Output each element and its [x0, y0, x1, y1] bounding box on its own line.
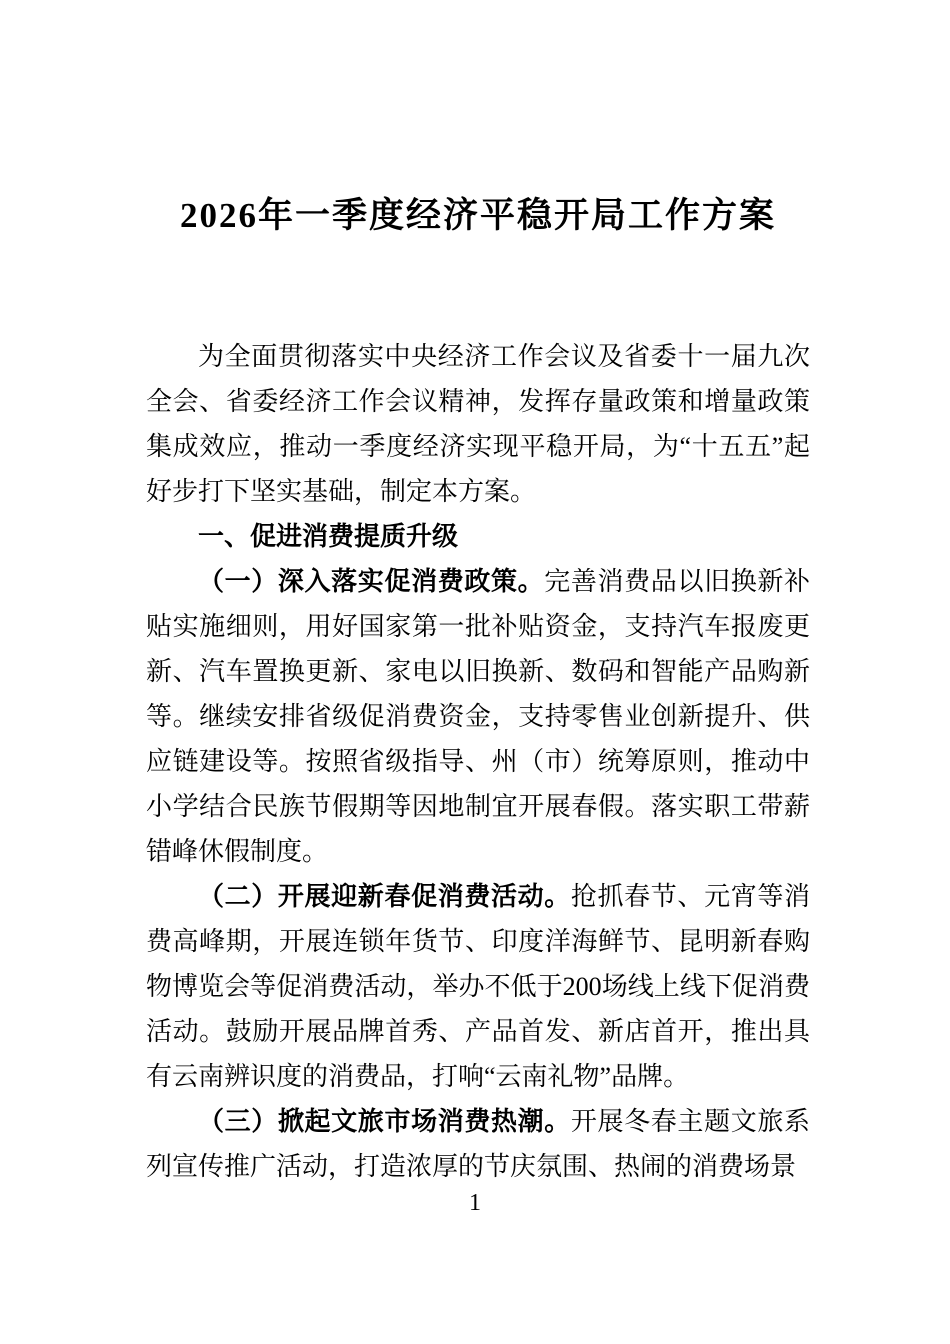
document-body [146, 334, 810, 1189]
page-number: 1 [469, 1190, 481, 1216]
page-footer [0, 1190, 950, 1217]
document-title: 2026年一季度经济平稳开局工作方案 [179, 196, 776, 235]
body-paragraph: （三）掀起文旅市场消费热潮。开展冬春主题文旅系列宣传推广活动，打造浓厚的节庆氛围、热闹的消费场景 [146, 1107, 810, 1181]
paragraph-lead: （二）开展迎新春促消费活动。 [198, 882, 571, 911]
body-paragraph: （二）开展迎新春促消费活动。抢抓春节、元宵等消费高峰期，开展连锁年货节、印度洋海鲜节、昆明新春购物博览会等促消费活动，举办不低于200场线上线下促消费活动。鼓励开展品牌首秀、产品首发、新店首开，推出具有云南辨识度的消费品，打响“云南礼物”品牌。 [146, 882, 810, 1091]
paragraph-lead: （三）掀起文旅市场消费热潮。 [198, 1107, 571, 1136]
body-paragraph: （一）深入落实促消费政策。完善消费品以旧换新补贴实施细则，用好国家第一批补贴资金，支持汽车报废更新、汽车置换更新、家电以旧换新、数码和智能产品购新等。继续安排省级促消费资金，支持零售业创新提升、供应链建设等。按照省级指导、州（市）统筹原则，推动中小学结合民族节假期等因地制宜开展春假。落实职工带薪错峰休假制度。 [146, 567, 810, 866]
body-paragraph: 为全面贯彻落实中央经济工作会议及省委十一届九次全会、省委经济工作会议精神，发挥存量政策和增量政策集成效应，推动一季度经济实现平稳开局，为“十五五”起好步打下坚实基础，制定本方案。 [146, 342, 810, 506]
paragraph-lead: （一）深入落实促消费政策。 [198, 567, 545, 596]
section-heading: 一、促进消费提质升级 [198, 521, 459, 551]
